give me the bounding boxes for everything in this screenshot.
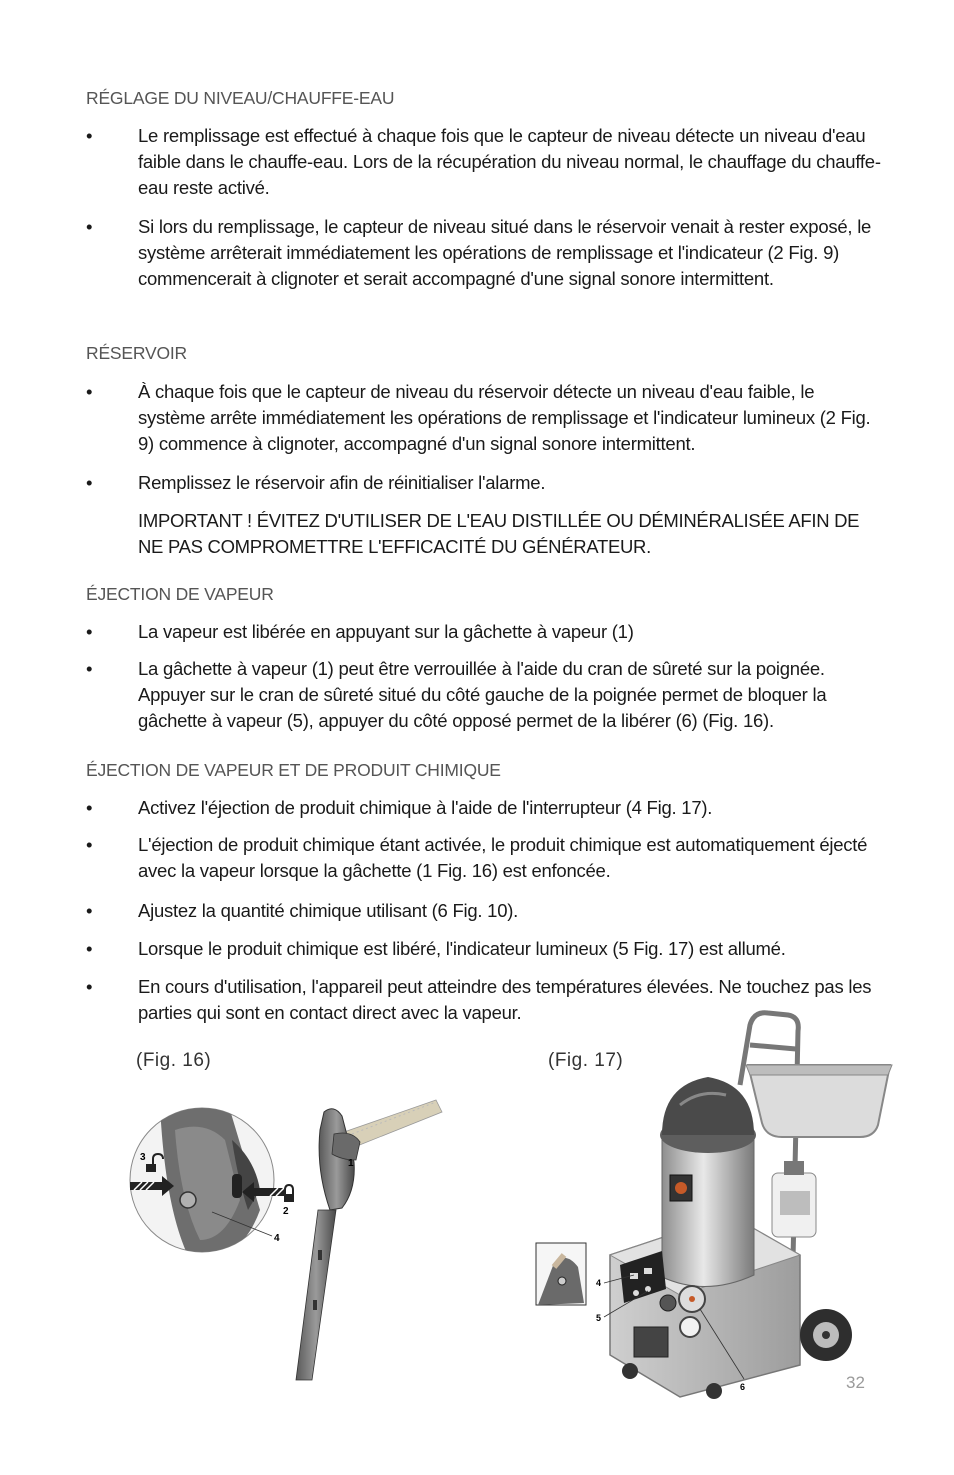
important-note: IMPORTANT ! ÉVITEZ D'UTILISER DE L'EAU DISTILLÉE OU DÉMINÉRALISÉE AFIN DE NE PAS COMPROMETTRE L'EFFICACITÉ DU GÉNÉRATEUR. [138, 510, 860, 557]
safety-button-icon [180, 1192, 196, 1208]
bullet: • [86, 381, 93, 402]
list-item [86, 936, 886, 962]
section-heading-ejection-vapeur: ÉJECTION DE VAPEUR [86, 584, 274, 604]
bullet: • [86, 976, 93, 997]
list-item-text: À chaque fois que le capteur de niveau du réservoir détecte un niveau d'eau faible, le système arrête immédiatement les opérations de remplissage et l'indicateur lumineux (2 Fig. 9) commence à clignoter, accompagné d'un signal sonore intermittent. [138, 381, 871, 454]
list-item-text: Remplissez le réservoir afin de réinitialiser l'alarme. [138, 472, 546, 493]
list-item [86, 214, 886, 292]
list-item-text: L'éjection de produit chimique étant activée, le produit chimique est automatiquement éjecté avec la vapeur lorsque la gâchette (1 Fig. 16) est enfoncée. [138, 834, 868, 881]
callout-3: 3 [140, 1152, 146, 1163]
list-item [86, 470, 886, 496]
bullet: • [86, 216, 93, 237]
bullet: • [86, 834, 93, 855]
list-item-text: La gâchette à vapeur (1) peut être verrouillée à l'aide du cran de sûreté sur la poignée. Appuyer sur le cran de sûreté situé du côté gauche de la poignée permet de bloquer la gâchette à vapeur (5), appuyer du côté opposé permet de la libérer (6) (Fig. 16). [138, 658, 827, 731]
fig16-illustration [120, 1090, 460, 1390]
list-item [86, 656, 886, 734]
fig17-label: (Fig. 17) [548, 1050, 624, 1071]
list-item-text: Si lors du remplissage, le capteur de niveau situé dans le réservoir venait à rester exposé, le système arrêterait immédiatement les opérations de remplissage et l'indicateur (2 Fig. 9) commencerait à clignoter et serait accompagné d'une signal sonore intermittent. [138, 216, 872, 289]
bullet: • [86, 621, 93, 642]
lock-icon [284, 1185, 294, 1202]
bullet: • [86, 472, 93, 493]
bullet: • [86, 658, 93, 679]
list-item [86, 832, 886, 884]
list-item-text: Lorsque le produit chimique est libéré, l'indicateur lumineux (5 Fig. 17) est allumé. [138, 938, 786, 959]
list-item [86, 619, 886, 645]
list-item [86, 123, 886, 201]
trigger-slot [232, 1174, 242, 1198]
callout-5: 5 [596, 1313, 602, 1323]
bullet: • [86, 900, 93, 921]
list-item [86, 379, 886, 457]
list-item-text: Le remplissage est effectué à chaque fois que le capteur de niveau détecte un niveau d'eau faible dans le chauffe-eau. Lors de la récupération du niveau normal, le chauffage du chauffe-eau reste activé. [138, 125, 881, 198]
zoom-circle [130, 1096, 274, 1260]
spray-gun-handle [296, 1100, 442, 1380]
list-item [86, 795, 886, 821]
section-heading-niveau: RÉGLAGE DU NIVEAU/CHAUFFE-EAU [86, 88, 395, 108]
page-number: 32 [846, 1373, 865, 1392]
chemical-bottle [772, 1161, 816, 1237]
section-heading-ejection-chimique: ÉJECTION DE VAPEUR ET DE PRODUIT CHIMIQUE [86, 760, 501, 780]
basket [746, 1065, 892, 1137]
bullet: • [86, 125, 93, 146]
callout-2: 2 [283, 1206, 289, 1217]
list-item [86, 898, 886, 924]
fig16-label: (Fig. 16) [136, 1050, 212, 1071]
list-item-text: Activez l'éjection de produit chimique à l'aide de l'interrupteur (4 Fig. 17). [138, 797, 713, 818]
bullet: • [86, 938, 93, 959]
callout-6: 6 [740, 1382, 746, 1392]
list-item-text: En cours d'utilisation, l'appareil peut atteindre des températures élevées. Ne touchez pas les parties qui sont en contact direct avec la vapeur. [138, 976, 872, 1023]
fig17-illustration [530, 1005, 900, 1405]
inset-detail [536, 1243, 586, 1305]
callout-4: 4 [274, 1233, 280, 1244]
callout-1: 1 [348, 1158, 354, 1169]
steam-tank [660, 1077, 756, 1287]
callout-4: 4 [596, 1278, 602, 1288]
list-item-text: La vapeur est libérée en appuyant sur la gâchette à vapeur (1) [138, 621, 634, 642]
list-item-text: Ajustez la quantité chimique utilisant (6 Fig. 10). [138, 900, 519, 921]
bullet: • [86, 797, 93, 818]
section-heading-reservoir: RÉSERVOIR [86, 343, 187, 363]
